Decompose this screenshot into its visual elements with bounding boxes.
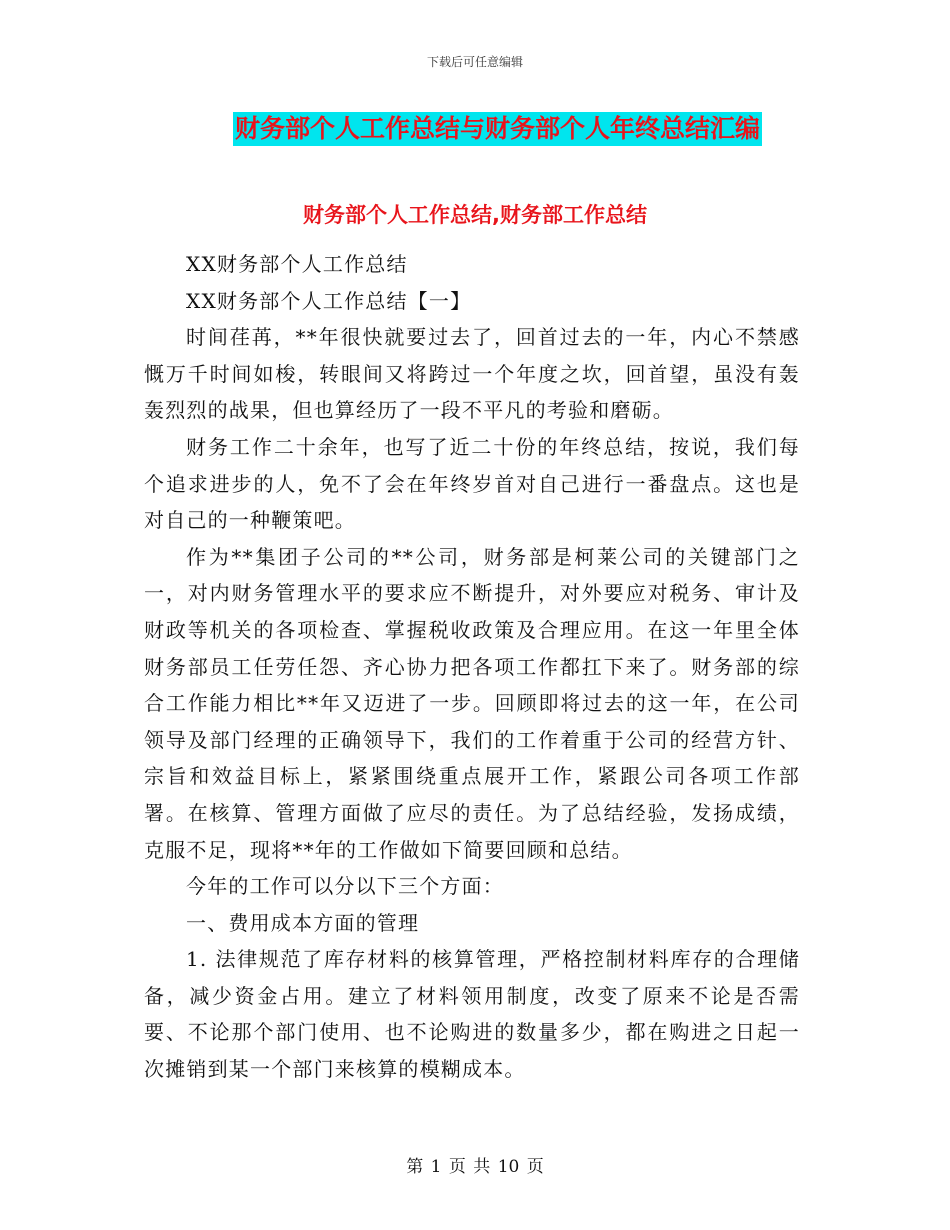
paragraph: 1. 法律规范了库存材料的核算管理，严格控制材料库存的合理储备，减少资金占用。建立了材料领用制度，改变了原来不论是否需要、不论那个部门使用、也不论购进的数量多少，都在购进之日起一次摊销到某一个部门来核算的模糊成本。 [144, 947, 800, 1082]
paragraph-heading-1: XX财务部个人工作总结 [186, 252, 408, 276]
page-number-footer: 第 1 页 共 10 页 [406, 1157, 544, 1177]
section-heading: 一、费用成本方面的管理 [186, 910, 420, 935]
document-main-title: 财务部个人工作总结与财务部个人年终总结汇编 [233, 112, 762, 146]
document-sub-title: 财务部个人工作总结,财务部工作总结 [303, 203, 647, 227]
paragraph: 时间荏苒，**年很快就要过去了，回首过去的一年，内心不禁感慨万千时间如梭，转眼间又将跨过一个年度之坎，回首望，虽没有轰轰烈烈的战果，但也算经历了一段不平凡的考验和磨砺。 [144, 325, 800, 423]
main-title-container [0, 112, 950, 146]
paragraph-heading-2: XX财务部个人工作总结【一】 [186, 288, 472, 313]
document-body [144, 246, 800, 1088]
paragraph: 财务工作二十余年，也写了近二十份的年终总结，按说，我们每个追求进步的人，免不了会在年终岁首对自己进行一番盘点。这也是对自己的一种鞭策吧。 [144, 434, 800, 533]
paragraph: 今年的工作可以分以下三个方面： [186, 874, 504, 899]
page-header-note: 下载后可任意编辑 [426, 55, 523, 69]
paragraph: 作为**集团子公司的**公司，财务部是柯莱公司的关键部门之一，对内财务管理水平的要求应不断提升，对外要应对税务、审计及财政等机关的各项检查、掌握税收政策及合理应用。在这一年里全体财务部员工任劳任怨、齐心协力把各项工作都扛下来了。财务部的综合工作能力相比**年又迈进了一步。回顾即将过去的这一年，在公司领导及部门经理的正确领导下，我们的工作着重于公司的经营方针、宗旨和效益目标上，紧紧围绕重点展开工作，紧跟公司各项工作部署。在核算、管理方面做了应尽的责任。为了总结经验，发扬成绩，克服不足，现将**年的工作做如下简要回顾和总结。 [144, 544, 800, 862]
